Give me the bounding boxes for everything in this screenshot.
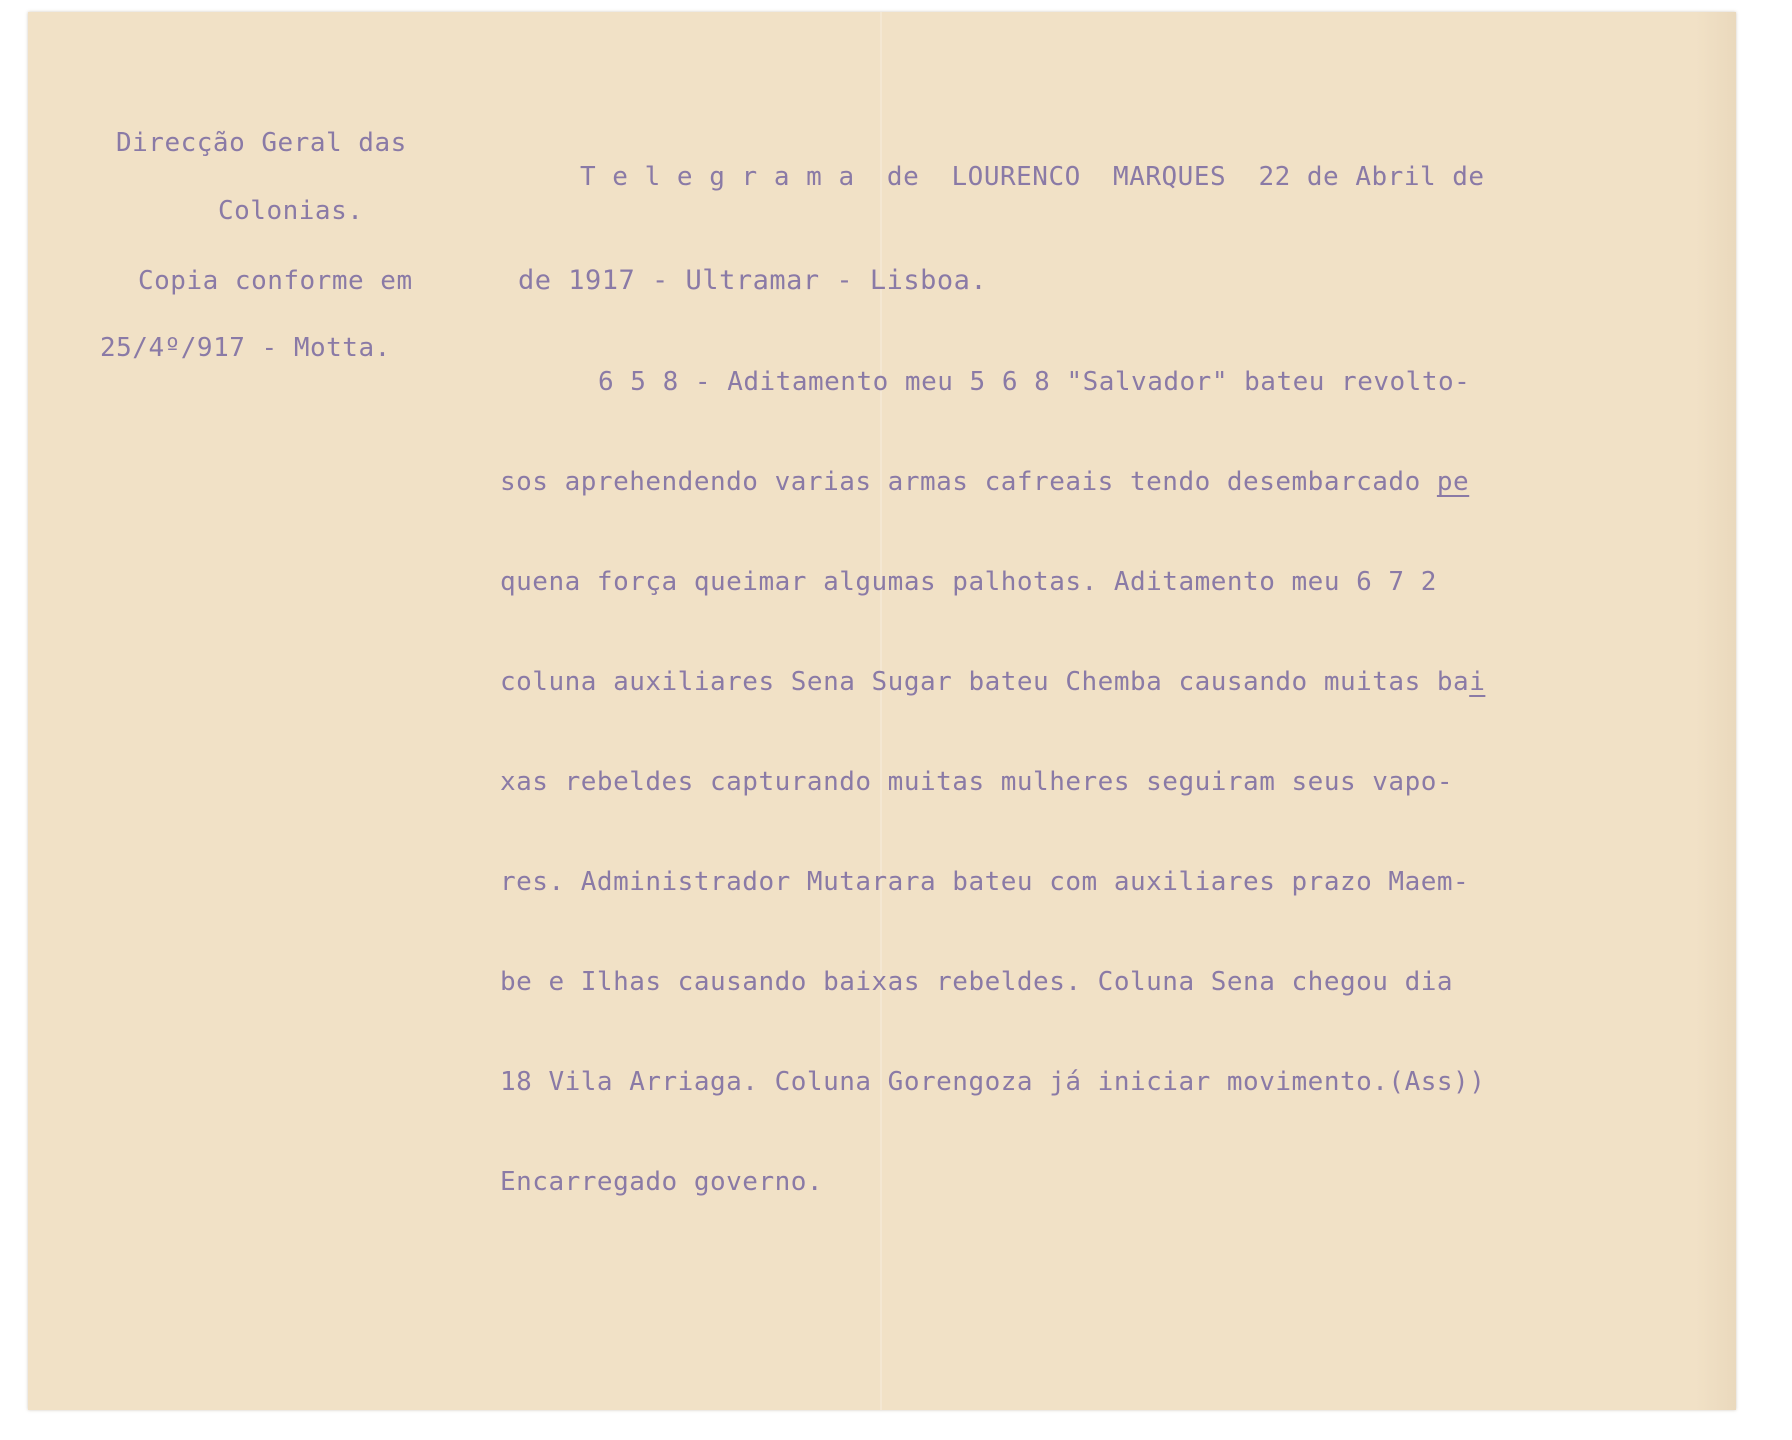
telegram-line-9: Encarregado governo. xyxy=(500,1167,824,1197)
telegram-line-4 xyxy=(500,669,1485,695)
telegram-line-3: quena força queimar algumas palhotas. Aditamento meu 6 7 2 xyxy=(500,567,1437,597)
margin-line-3: Copia conforme em xyxy=(138,266,413,296)
telegram-header-line-1: T e l e g r a m a de LOURENCO MARQUES 22 de Abril de xyxy=(580,162,1485,192)
document-page xyxy=(28,12,1736,1410)
telegram-line-2-text: sos aprehendendo varias armas cafreais tendo desembarcado xyxy=(500,467,1437,497)
telegram-line-2 xyxy=(500,469,1469,495)
telegram-line-4-text: coluna auxiliares Sena Sugar bateu Chemba causando muitas ba xyxy=(500,667,1470,697)
telegram-line-2-underlined: pe xyxy=(1436,467,1470,497)
telegram-line-6: res. Administrador Mutarara bateu com auxiliares prazo Maem- xyxy=(500,867,1470,897)
telegram-line-8: 18 Vila Arriaga. Coluna Gorengoza já iniciar movimento.(Ass)) xyxy=(500,1067,1486,1097)
telegram-line-7: be e Ilhas causando baixas rebeldes. Coluna Sena chegou dia xyxy=(500,967,1454,997)
margin-line-2: Colonias. xyxy=(218,196,364,226)
margin-line-1: Direcção Geral das xyxy=(116,128,407,158)
telegram-header-line-2: de 1917 - Ultramar - Lisboa. xyxy=(518,265,988,296)
telegram-line-4-underlined: i xyxy=(1469,667,1486,697)
telegram-line-1: 6 5 8 - Aditamento meu 5 6 8 "Salvador" bateu revolto- xyxy=(598,367,1471,397)
telegram-line-5: xas rebeldes capturando muitas mulheres seguiram seus vapo- xyxy=(500,767,1454,797)
margin-line-4: 25/4º/917 - Motta. xyxy=(100,333,391,363)
